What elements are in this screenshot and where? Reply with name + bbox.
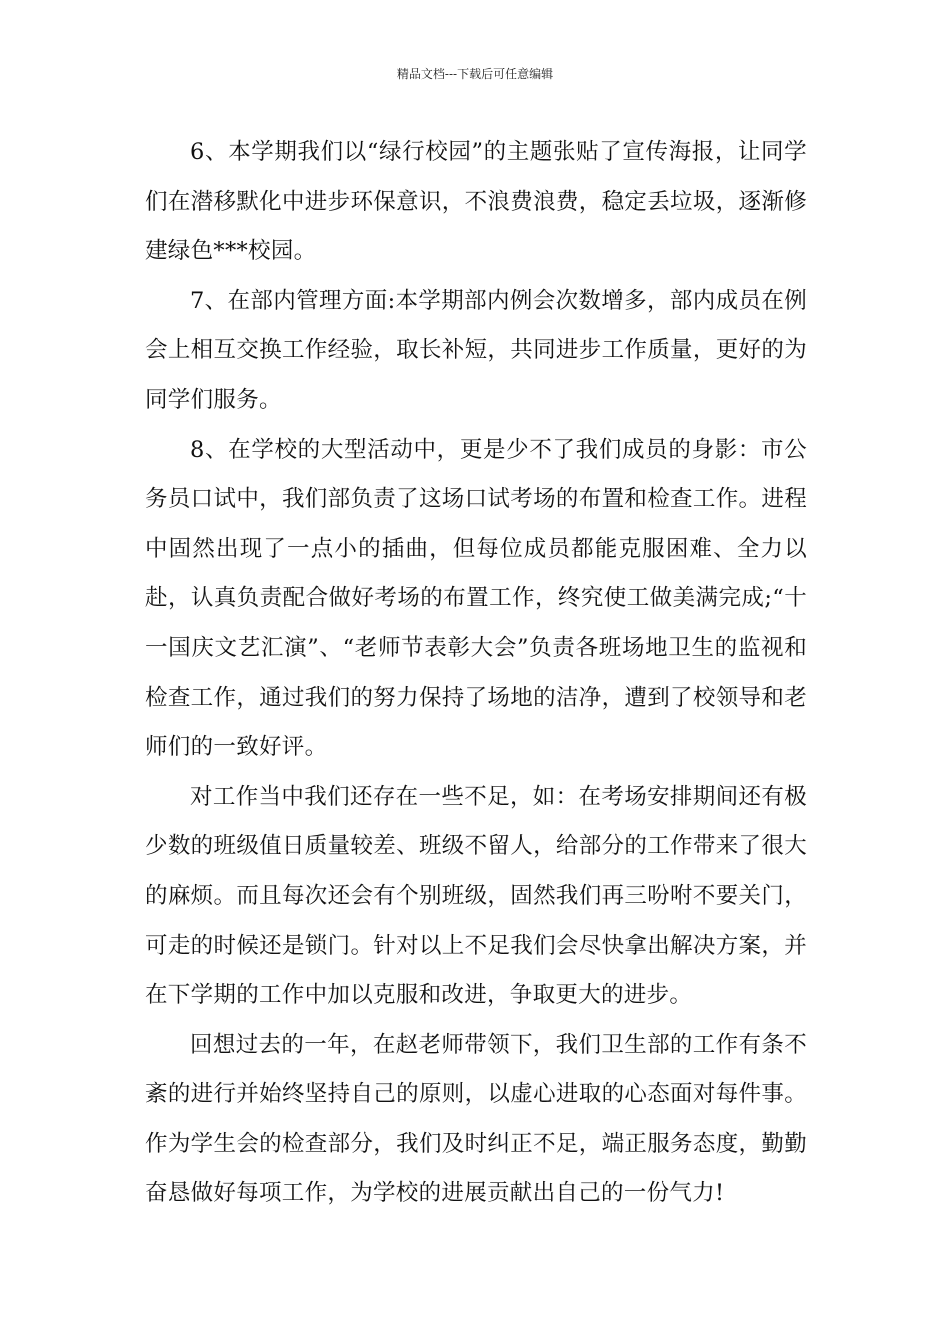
- page-header: 精品文档---下载后可任意编辑: [396, 67, 554, 81]
- paragraph-item-6: 6、本学期我们以“绿行校园”的主题张贴了宣传海报，让同学们在潜移默化中进步环保意识，不浪费浪费，稳定丢垃圾，逐渐修建绿色***校园。: [145, 139, 807, 265]
- paragraph-item-8: 8、在学校的大型活动中，更是少不了我们成员的身影：市公务员口试中，我们部负责了这场口试考场的布置和检查工作。进程中固然出现了一点小的插曲，但每位成员都能克服困难、全力以赴，认真负责配合做好考场的布置工作，终究使工做美满完成;“十一国庆文艺汇演”、“老师节表彰大会”负责各班场地卫生的监视和检查工作，通过我们的努力保持了场地的洁净，遭到了校领导和老师们的一致好评。: [145, 436, 807, 761]
- document-body: [145, 128, 807, 1219]
- paragraph-shortcomings: 对工作当中我们还存在一些不足，如：在考场安排期间还有极少数的班级值日质量较差、班级不留人，给部分的工作带来了很大的麻烦。而且每次还会有个别班级，固然我们再三吩咐不要关门，可走的时候还是锁门。针对以上不足我们会尽快拿出解决方案，并在下学期的工作中加以克服和改进，争取更大的进步。: [145, 783, 807, 1009]
- paragraph-summary: 回想过去的一年，在赵老师带领下，我们卫生部的工作有条不紊的进行并始终坚持自己的原则，以虚心进取的心态面对每件事。作为学生会的检查部分，我们及时纠正不足，端正服务态度，勤勤奋恳做好每项工作，为学校的进展贡献出自己的一份气力!: [145, 1031, 807, 1207]
- paragraph-item-7: 7、在部内管理方面:本学期部内例会次数增多，部内成员在例会上相互交换工作经验，取长补短，共同进步工作质量，更好的为同学们服务。: [145, 287, 807, 413]
